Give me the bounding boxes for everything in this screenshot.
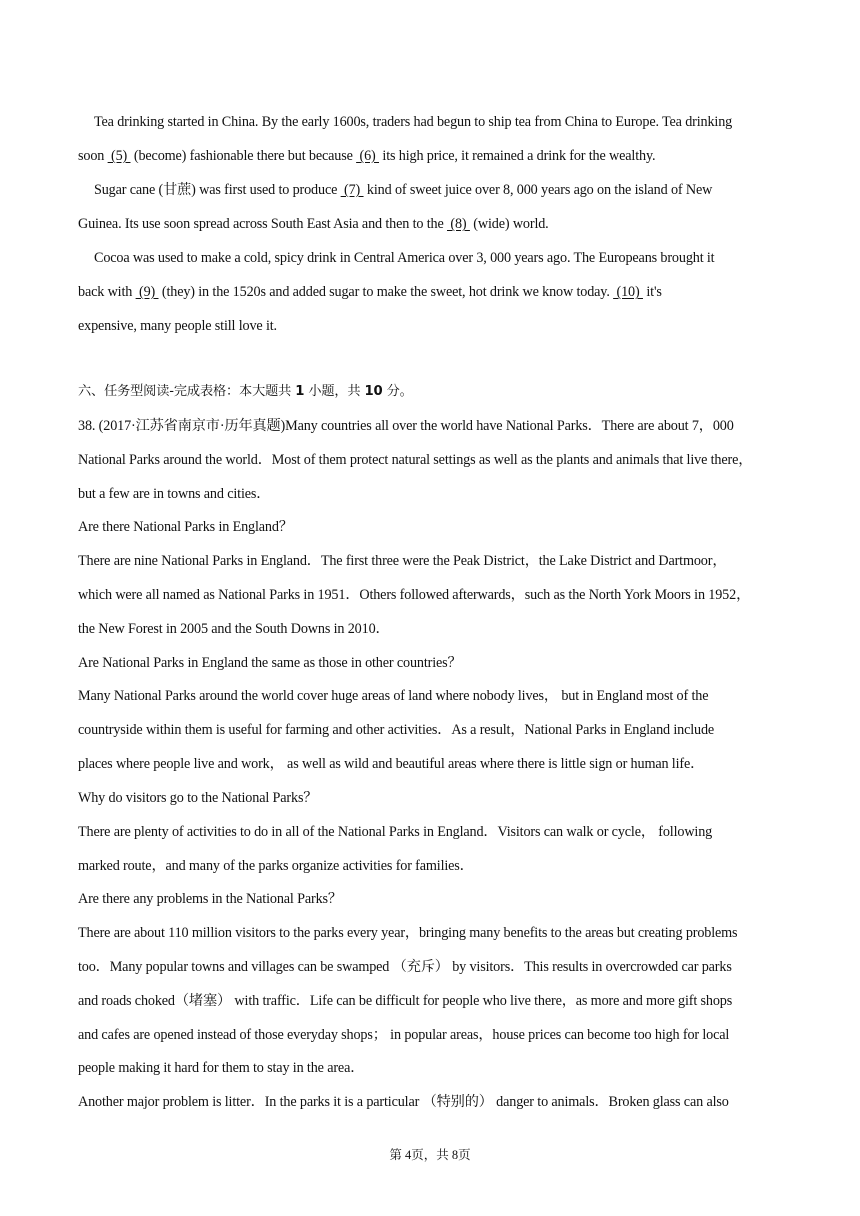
text: back with (78, 284, 136, 300)
text: (wide) world. (469, 216, 549, 232)
text: (they) in the 1520s and added sugar to make the sweet, hot drink we know today. (158, 284, 614, 300)
section-heading (78, 382, 793, 402)
passage-line: There are nine National Parks in England．The first three were the Peak District，the Lake District and Dartmoor， (78, 553, 727, 569)
para1-line2 (78, 146, 793, 166)
passage-question: Are National Parks in England the same as those in other countries？ (78, 655, 462, 671)
passage-line: Another major problem is litter．In the parks it is a particular （特别的） danger to animals．Broken glass can also (78, 1094, 729, 1110)
text: kind of sweet juice over 8, 000 years ago on the island of New (363, 182, 713, 198)
passage-line: countryside within them is useful for farming and other activities．As a result，National Parks in England include (78, 722, 715, 738)
text: Sugar cane (甘蔗) was first used to produce (94, 182, 341, 198)
text: 小题，共 (304, 384, 365, 399)
para2-line2 (78, 214, 793, 234)
passage-line: marked route，and many of the parks organize activities for families． (78, 858, 474, 874)
score: 10 (364, 384, 383, 399)
passage-line: National Parks around the world．Most of them protect natural settings as well as the plants and animals that live there， (78, 452, 753, 468)
blank-6[interactable]: (6) (356, 148, 380, 164)
passage-line: places where people live and work， as well as wild and beautiful areas where there is little sign or human life． (78, 756, 705, 772)
text: expensive, many people still love it. (78, 318, 277, 334)
text: 六、任务型阅读-完成表格：本大题共 (78, 384, 296, 399)
passage-line: which were all named as National Parks in 1951．Others followed afterwards，such as the North York Moors in 1952， (78, 587, 751, 603)
passage-line: people making it hard for them to stay in the area． (78, 1060, 365, 1076)
para2-line1 (94, 180, 793, 200)
passage-line: but a few are in towns and cities． (78, 486, 271, 502)
question-count: 1 (295, 384, 305, 399)
passage-question: Are there any problems in the National Parks？ (78, 891, 342, 907)
passage-line: and roads choked（堵塞） with traffic．Life can be difficult for people who live there，as more and more gift shops (78, 993, 733, 1009)
blank-7[interactable]: (7) (340, 182, 364, 198)
passage-question: Why do visitors go to the National Parks？ (78, 790, 318, 806)
passage-line: the New Forest in 2005 and the South Downs in 2010． (78, 621, 390, 637)
text: 分。 (382, 384, 413, 399)
passage-line: There are plenty of activities to do in all of the National Parks in England．Visitors can walk or cycle， following (78, 824, 713, 840)
passage-line: There are about 110 million visitors to the parks every year，bringing many benefits to the areas but creating problems (78, 925, 738, 941)
text: its high price, it remained a drink for the wealthy. (379, 148, 656, 164)
passage-question: Are there National Parks in England？ (78, 519, 293, 535)
blank-5[interactable]: (5) (107, 148, 131, 164)
passage-line: Many National Parks around the world cover huge areas of land where nobody lives， but in England most of the (78, 688, 709, 704)
blank-8[interactable]: (8) (447, 216, 470, 232)
para3-line3 (78, 316, 793, 336)
passage-line: and cafes are opened instead of those everyday shops； in popular areas，house prices can become too high for local (78, 1027, 730, 1043)
blank-9[interactable]: (9) (135, 284, 159, 300)
para1-line1 (94, 112, 793, 132)
page-number: 第 4页，共 8页 (389, 1148, 471, 1162)
text: it's (642, 284, 662, 300)
text: Cocoa was used to make a cold, spicy drink in Central America over 3, 000 years ago. The Europeans brought it (94, 250, 715, 266)
text: soon (78, 148, 108, 164)
passage-line: 38. (2017·江苏省南京市·历年真题)Many countries all over the world have National Parks．There are about 7，000 (78, 418, 734, 434)
passage-line: too．Many popular towns and villages can be swamped （充斥） by visitors．This results in overcrowded car parks (78, 959, 732, 975)
para3-line2 (78, 282, 793, 302)
para3-line1 (94, 248, 793, 268)
text: Guinea. Its use soon spread across South East Asia and then to the (78, 216, 448, 232)
text: Tea drinking started in China. By the early 1600s, traders had begun to ship tea from China to Europe. Tea drinking (94, 114, 733, 130)
text: (become) fashionable there but because (130, 148, 357, 164)
blank-10[interactable]: (10) (613, 284, 643, 300)
